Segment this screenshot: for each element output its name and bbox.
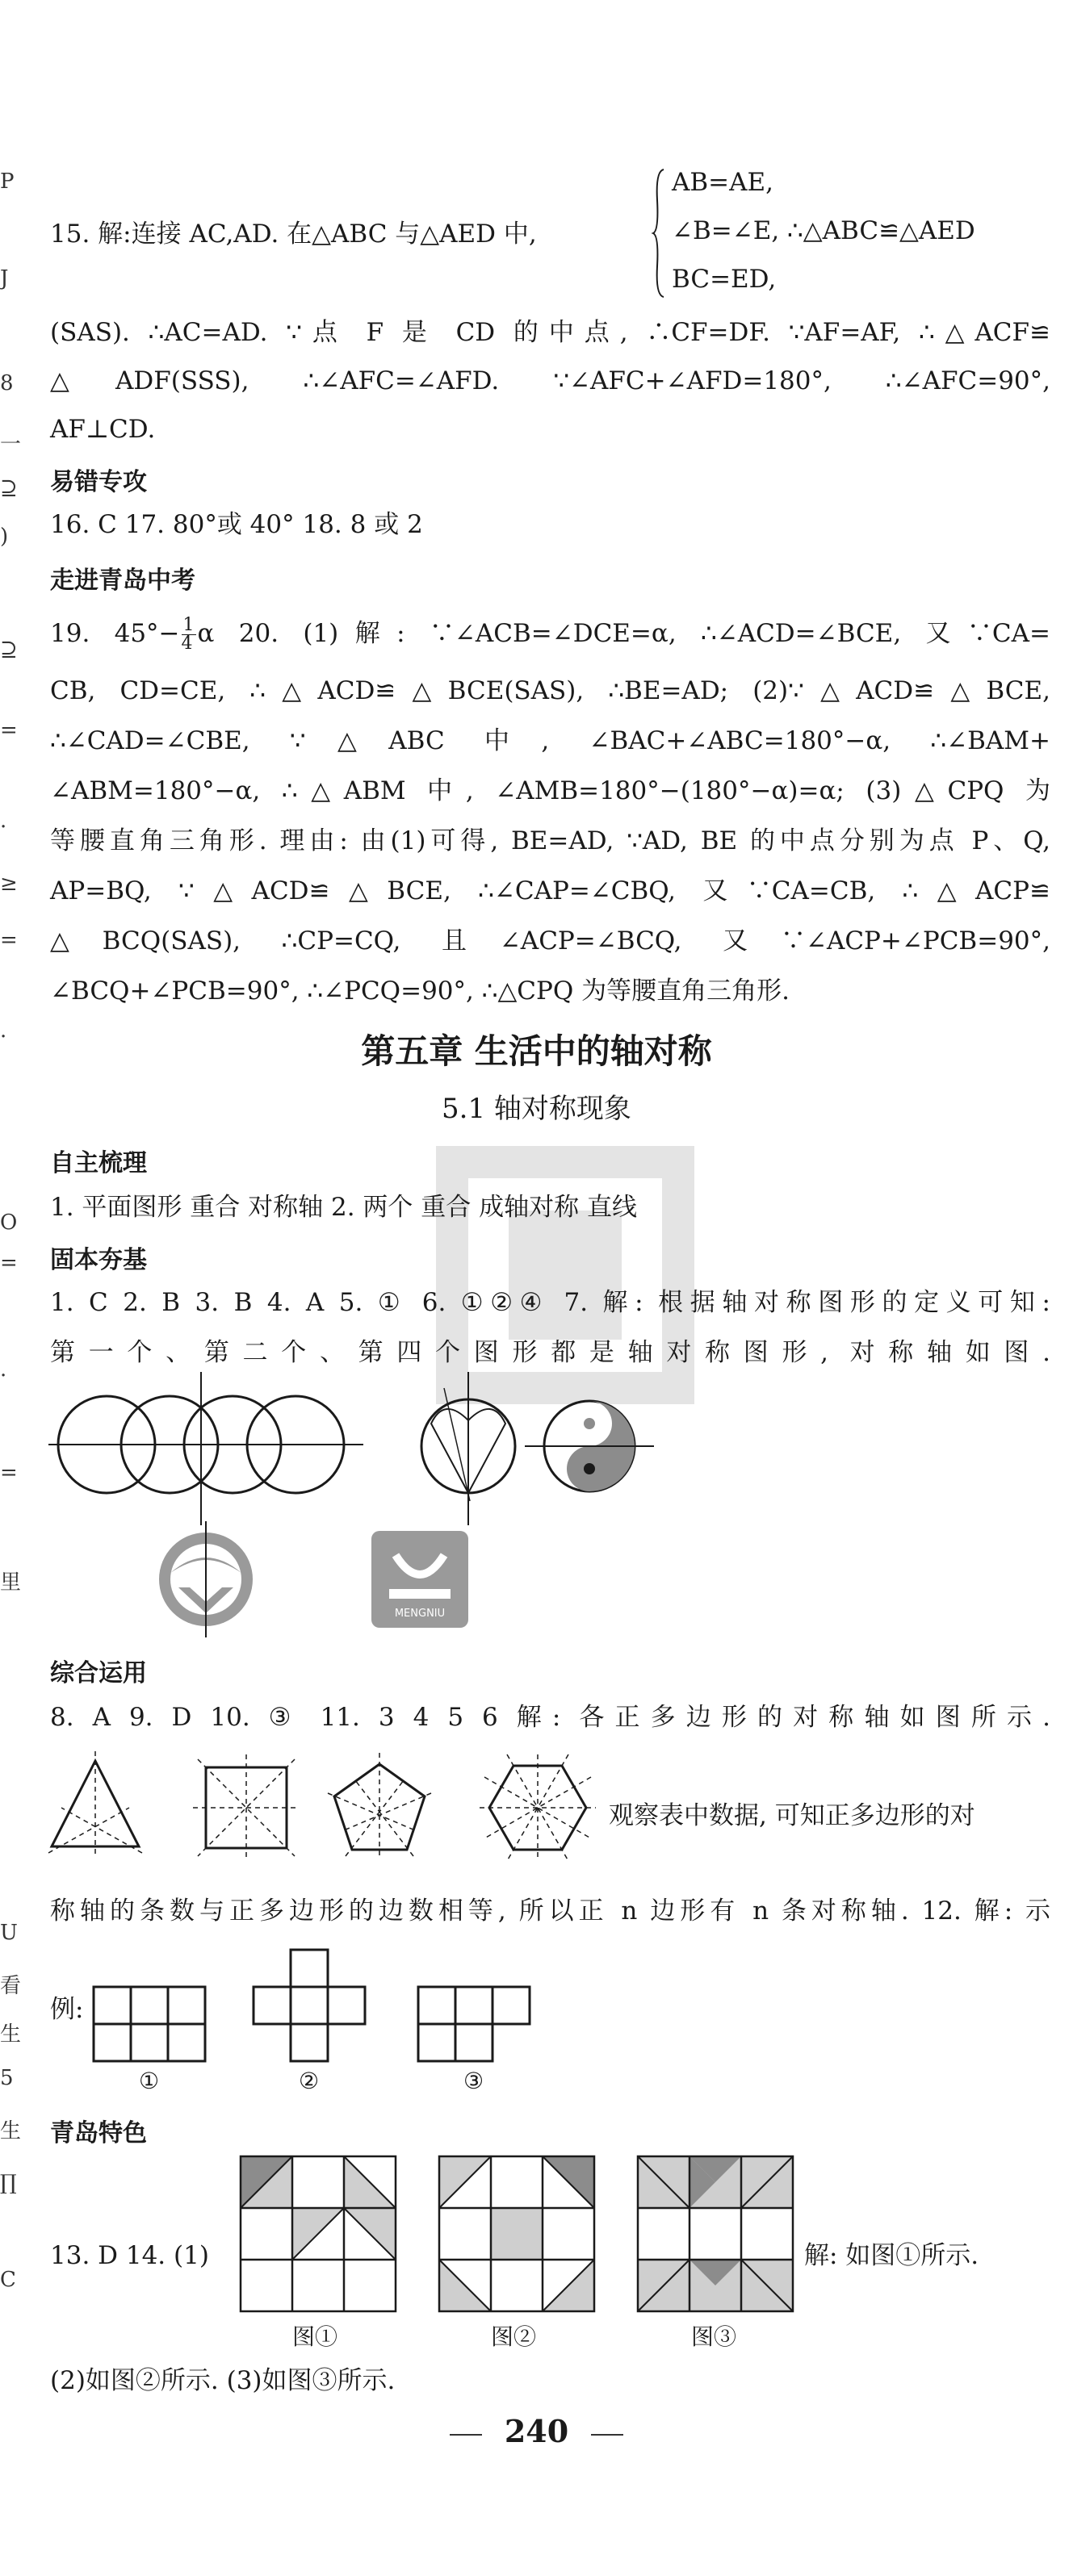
heading-gubena: 固本夯基 <box>50 1246 147 1274</box>
mengniu-logo-figure <box>371 1531 468 1628</box>
heading-zizhu: 自主梳理 <box>50 1149 147 1177</box>
q19-q20-text: α 20. (1)解: ∵∠ACB=∠DCE=α, ∴∠ACD=∠BCE, 又∵CA= <box>197 619 1050 648</box>
heading-yicuo: 易错专攻 <box>50 468 147 496</box>
heading-qingdao-tese: 青岛特色 <box>50 2119 147 2147</box>
gubena-line-2: 第一个、第二个、第四个图形都是轴对称图形, 对称轴如图. <box>50 1338 1050 1367</box>
left-edge-fragment: ≥ <box>0 872 18 896</box>
regular-polygon-axes-figures <box>48 1751 614 1872</box>
left-edge-fragment: U <box>0 1921 18 1945</box>
q15-condition-2: ∠B=∠E, ∴△ABC≌△AED <box>672 216 975 245</box>
heading-qingdao-zhongkao: 走进青岛中考 <box>50 567 195 595</box>
triangle-axes-figure <box>48 1751 142 1856</box>
grid-caption-1: 图① <box>292 2323 338 2350</box>
grid-caption-3: 图③ <box>691 2323 737 2350</box>
grid-design-figures <box>241 2156 806 2318</box>
pentagon-axes-figure <box>328 1753 431 1859</box>
qingdao-line-2: CB, CD=CE, ∴△ACD≌△BCE(SAS), ∴BE=AD; (2)∵△ACD≌△BCE, <box>50 676 1050 705</box>
qingdao-line-4: ∠ABM=180°−α, ∴△ABM 中, ∠AMB=180°−(180°−α)=α; (3)△CPQ 为 <box>50 776 1050 805</box>
qdtese-answer-1: 解: 如图①所示. <box>804 2241 979 2270</box>
qingdao-line-3: ∴∠CAD=∠CBE, ∵△ABC 中, ∠BAC+∠ABC=180°−α, ∴∠BAM+ <box>50 726 1050 755</box>
left-edge-fragment: ⊇ <box>0 638 18 662</box>
section-title: 5.1 轴对称现象 <box>442 1093 631 1125</box>
left-edge-fragment: J <box>0 266 9 291</box>
square-axes-figure <box>193 1754 300 1861</box>
qdtese-last-line: (2)如图②所示. (3)如图③所示. <box>50 2366 396 2395</box>
left-edge-fragment: 8 <box>0 371 14 395</box>
zonghe-line-3: 称轴的条数与正多边形的边数相等, 所以正 n 边形有 n 条对称轴. 12. 解: 示 <box>50 1896 1050 1926</box>
left-edge-fragment: · <box>0 1025 7 1049</box>
left-edge-fragment: 生 <box>0 2022 22 2047</box>
page-number: 240 <box>0 2413 1073 2449</box>
circular-logo-figure <box>159 1521 253 1637</box>
yicuo-answers: 16. C 17. 80°或 40° 18. 8 或 2 <box>50 510 423 539</box>
grid-caption-2: 图② <box>491 2323 537 2350</box>
zonghe-example-label: 例: <box>50 1995 84 2024</box>
gubena-line-1: 1. C 2. B 3. B 4. A 5. ① 6. ①②④ 7. 解: 根据轴对称图形的定义可知: <box>50 1288 1050 1317</box>
left-edge-fragment: 5 <box>0 2066 14 2090</box>
net-caption-3: ③ <box>463 2068 484 2094</box>
qingdao-line-7: △BCQ(SAS), ∴CP=CQ, 且∠ACP=∠BCQ, 又∵∠ACP+∠PCB=90°, <box>50 926 1050 956</box>
left-edge-fragment: = <box>0 1461 18 1485</box>
q15-line-3: △ADF(SSS), ∴∠AFC=∠AFD. ∵∠AFC+∠AFD=180°, ∴∠AFC=90°, <box>50 366 1050 395</box>
four-circles-figure <box>48 1372 363 1525</box>
qdtese-question: 13. D 14. (1) <box>50 2241 209 2270</box>
grid-figure-3 <box>638 2156 793 2311</box>
zonghe-line-1: 8. A 9. D 10. ③ 11. 3 4 5 6 解: 各正多边形的对称轴如图所示. <box>50 1703 1050 1732</box>
fraction-denominator: 4 <box>181 634 193 654</box>
q15-line-4: AF⊥CD. <box>50 415 156 444</box>
fraction-one-quarter <box>182 617 196 653</box>
left-edge-fragment: C <box>0 2268 16 2292</box>
left-edge-fragment: 一 <box>0 433 22 457</box>
qingdao-line-1 <box>50 617 1050 653</box>
left-edge-fragment: 里 <box>0 1570 22 1595</box>
net-figure-1 <box>94 1987 205 2061</box>
logo-text: MENGNIU <box>394 1608 446 1620</box>
left-edge-fragment: P <box>0 169 15 194</box>
net-figure-2 <box>254 1950 365 2061</box>
qingdao-line-6: AP=BQ, ∵△ACD≌△BCE, ∴∠CAP=∠CBQ, 又∵CA=CB, ∴△ACP≌ <box>50 876 1050 905</box>
grid-figure-1 <box>241 2156 396 2311</box>
left-edge-fragment: O <box>0 1211 18 1235</box>
cube-net-figures <box>89 1942 573 2071</box>
equation-brace <box>652 168 665 299</box>
left-edge-fragment: · <box>0 1364 7 1388</box>
left-edge-fragment: 看 <box>0 1974 22 1998</box>
qingdao-line-5: 等腰直角三角形. 理由: 由(1)可得, BE=AD, ∵AD, BE 的中点分别为点 P、Q, <box>50 826 1050 855</box>
fraction-numerator: 1 <box>182 615 195 635</box>
net-caption-2: ② <box>299 2068 320 2094</box>
left-edge-fragment: = <box>0 718 18 742</box>
q19-prefix: 19. 45°− <box>50 619 180 648</box>
grid-figure-2 <box>439 2156 594 2311</box>
q15-intro: 15. 解:连接 AC,AD. 在△ABC 与△AED 中, <box>50 220 537 249</box>
q15-condition-3: BC=ED, <box>672 265 777 294</box>
left-edge-fragment: = <box>0 928 18 952</box>
left-edge-fragment: = <box>0 1251 18 1275</box>
left-edge-fragment: ∏ <box>0 2171 17 2195</box>
axis-figures-row-2 <box>145 1521 484 1642</box>
heart-circle-figure <box>421 1372 515 1525</box>
left-edge-fragment: · <box>0 815 7 839</box>
chapter-title: 第五章 生活中的轴对称 <box>361 1031 712 1071</box>
q15-condition-1: AB=AE, <box>672 168 774 197</box>
zonghe-after-figures: 观察表中数据, 可知正多边形的对 <box>609 1801 975 1830</box>
q15-line-2: (SAS). ∴AC=AD. ∵点 F 是 CD 的中点, ∴CF=DF. ∵AF=AF, ∴△ACF≌ <box>50 318 1050 347</box>
net-figure-3 <box>418 1987 530 2061</box>
net-caption-1: ① <box>139 2068 160 2094</box>
hexagon-axes-figure <box>480 1754 596 1861</box>
left-edge-fragment: ) <box>0 525 9 549</box>
qingdao-line-8: ∠BCQ+∠PCB=90°, ∴∠PCQ=90°, ∴△CPQ 为等腰直角三角形. <box>50 976 790 1006</box>
left-edge-fragment: ⊇ <box>0 476 18 500</box>
heading-zonghe: 综合运用 <box>50 1659 147 1687</box>
zizhu-answers: 1. 平面图形 重合 对称轴 2. 两个 重合 成轴对称 直线 <box>50 1193 637 1222</box>
left-edge-fragment: 生 <box>0 2119 22 2143</box>
